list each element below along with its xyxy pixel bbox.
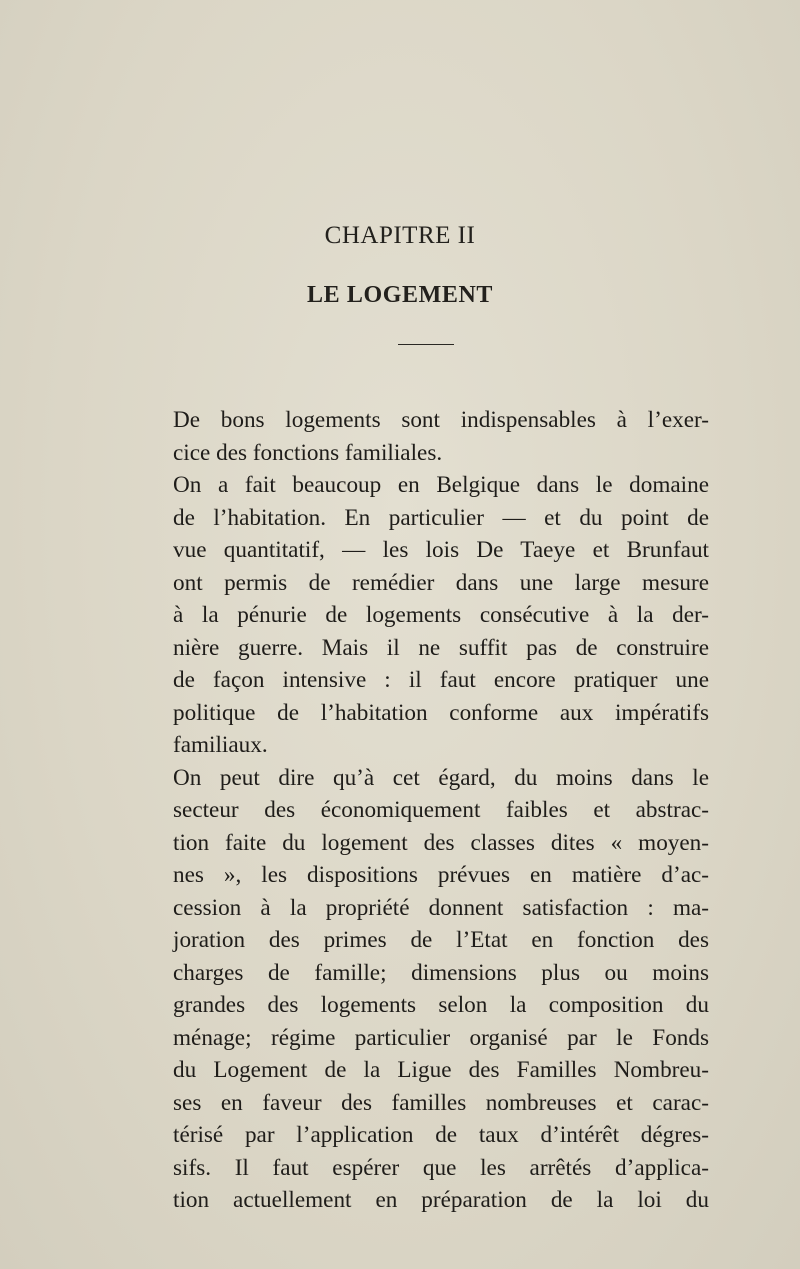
text-line: De bons logements sont indispensables à l’exer- (173, 407, 709, 433)
text-line: familiaux. (173, 732, 268, 758)
chapter-title: LE LOGEMENT (307, 282, 493, 308)
text-line: de façon intensive : il faut encore pratiquer une (173, 667, 709, 693)
text-line: politique de l’habitation conforme aux impératifs (173, 699, 709, 726)
text-line: cice des fonctions familiales. (173, 439, 443, 466)
text-line: de l’habitation. En particulier — et du point de (173, 504, 709, 531)
text-line: cession à la propriété donnent satisfaction : ma- (173, 894, 709, 921)
text-line: nière guerre. Mais il ne suffit pas de construire (173, 634, 709, 661)
text-line: On a fait beaucoup en Belgique dans le domaine (173, 472, 709, 498)
title-divider (398, 344, 454, 345)
text-line: joration des primes de l’Etat en fonction des (173, 927, 709, 953)
text-line: nes », les dispositions prévues en matière d’ac- (173, 862, 709, 888)
text-line: secteur des économiquement faibles et abstrac- (173, 797, 709, 823)
text-line: charges de famille; dimensions plus ou moins (173, 959, 709, 986)
text-line: ont permis de remédier dans une large mesure (173, 569, 709, 596)
text-line: On peut dire qu’à cet égard, du moins dans le (173, 764, 709, 791)
text-line: vue quantitatif, — les lois De Taeye et Brunfaut (173, 537, 709, 563)
text-line: du Logement de la Ligue des Familles Nombreu- (173, 1057, 709, 1083)
text-line: sifs. Il faut espérer que les arrêtés d’applica- (173, 1154, 709, 1181)
text-line: térisé par l’application de taux d’intérêt dégres- (173, 1122, 709, 1148)
text-line: grandes des logements selon la composition du (173, 992, 709, 1018)
body-text (173, 404, 709, 1217)
text-line: ses en faveur des familles nombreuses et carac- (173, 1089, 709, 1116)
text-line: à la pénurie de logements consécutive à la der- (173, 602, 709, 628)
text-line: tion actuellement en préparation de la loi du (173, 1187, 709, 1213)
text-line: tion faite du logement des classes dites « moyen- (173, 829, 709, 856)
chapter-number: CHAPITRE II (324, 222, 476, 249)
text-line: ménage; régime particulier organisé par le Fonds (173, 1024, 709, 1051)
